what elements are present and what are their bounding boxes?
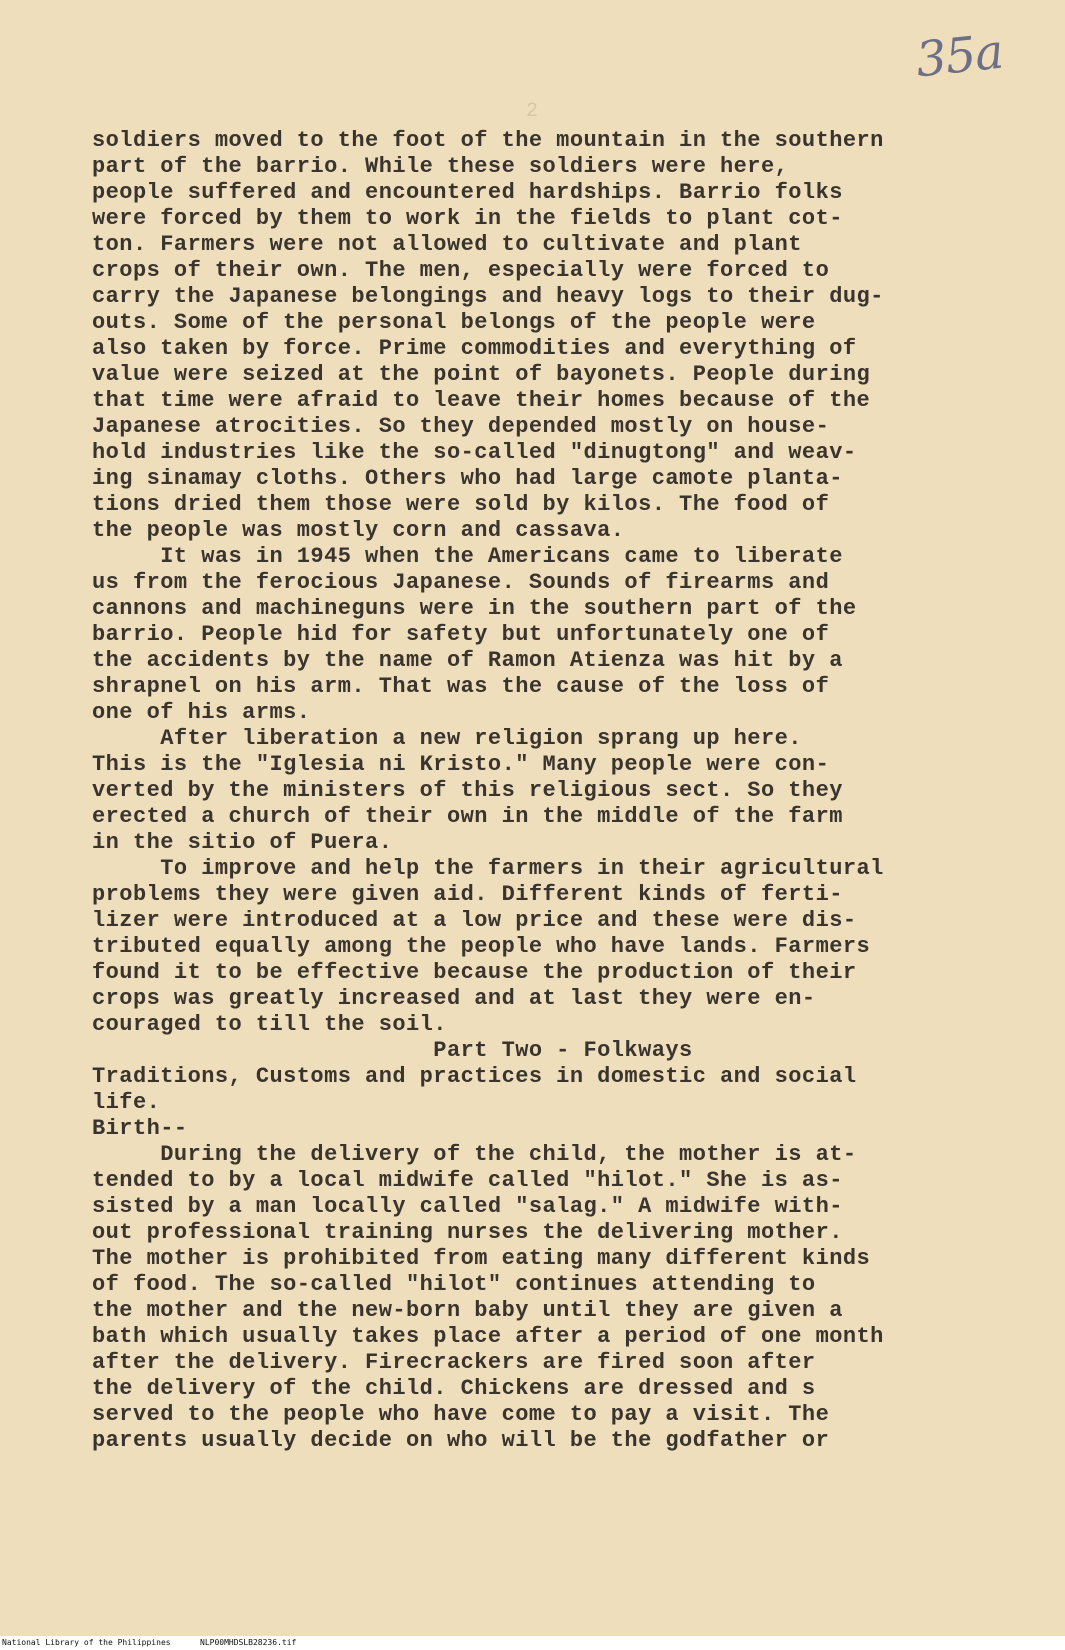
text-line: after the delivery. Firecrackers are fired soon after bbox=[92, 1350, 816, 1375]
text-line: problems they were given aid. Different kinds of ferti- bbox=[92, 882, 843, 907]
page-number: 35a bbox=[913, 23, 1006, 89]
text-line: the accidents by the name of Ramon Atienza was hit by a bbox=[92, 648, 843, 673]
text-line: The mother is prohibited from eating many different kinds bbox=[92, 1246, 871, 1271]
text-line: Japanese atrocities. So they depended mostly on house- bbox=[92, 414, 830, 439]
text-line: During the delivery of the child, the mother is at- bbox=[92, 1142, 857, 1167]
text-line: bath which usually takes place after a period of one month bbox=[92, 1324, 884, 1349]
text-line: cannons and machineguns were in the southern part of the bbox=[92, 596, 857, 621]
typed-body-text bbox=[92, 128, 992, 1454]
text-line: soldiers moved to the foot of the mountain in the southern bbox=[92, 128, 884, 153]
text-line: in the sitio of Puera. bbox=[92, 830, 393, 855]
text-line: the people was mostly corn and cassava. bbox=[92, 518, 625, 543]
text-line: tributed equally among the people who have lands. Farmers bbox=[92, 934, 871, 959]
text-line: found it to be effective because the production of their bbox=[92, 960, 857, 985]
text-line: crops of their own. The men, especially were forced to bbox=[92, 258, 830, 283]
text-line: erected a church of their own in the middle of the farm bbox=[92, 804, 843, 829]
text-line: tended to by a local midwife called "hilot." She is as- bbox=[92, 1168, 843, 1193]
text-line: also taken by force. Prime commodities and everything of bbox=[92, 336, 857, 361]
text-line: one of his arms. bbox=[92, 700, 311, 725]
text-line: To improve and help the farmers in their agricultural bbox=[92, 856, 884, 881]
text-line: part of the barrio. While these soldiers were here, bbox=[92, 154, 789, 179]
text-line: couraged to till the soil. bbox=[92, 1012, 447, 1037]
text-line: ing sinamay cloths. Others who had large camote planta- bbox=[92, 466, 843, 491]
text-line: parents usually decide on who will be the godfather or bbox=[92, 1428, 830, 1453]
scan-footer bbox=[0, 1636, 1065, 1650]
text-line: outs. Some of the personal belongs of the people were bbox=[92, 310, 816, 335]
text-line: Part Two - Folkways bbox=[92, 1038, 693, 1063]
text-line: crops was greatly increased and at last they were en- bbox=[92, 986, 816, 1011]
text-line: barrio. People hid for safety but unfortunately one of bbox=[92, 622, 830, 647]
text-line: served to the people who have come to pay a visit. The bbox=[92, 1402, 830, 1427]
text-line: of food. The so-called "hilot" continues attending to bbox=[92, 1272, 816, 1297]
text-line: hold industries like the so-called "dinugtong" and weav- bbox=[92, 440, 857, 465]
text-line: the mother and the new-born baby until they are given a bbox=[92, 1298, 843, 1323]
text-line: lizer were introduced at a low price and these were dis- bbox=[92, 908, 857, 933]
text-line: life. bbox=[92, 1090, 161, 1115]
text-line: value were seized at the point of bayonets. People during bbox=[92, 362, 871, 387]
text-line: that time were afraid to leave their homes because of the bbox=[92, 388, 871, 413]
text-line: the delivery of the child. Chickens are dressed and s bbox=[92, 1376, 816, 1401]
text-line: us from the ferocious Japanese. Sounds of firearms and bbox=[92, 570, 830, 595]
footer-filename: NLP00MHDSLB28236.tif bbox=[200, 1638, 297, 1647]
faint-page-mark: 2 bbox=[526, 100, 539, 123]
text-line: sisted by a man locally called "salag." A midwife with- bbox=[92, 1194, 843, 1219]
text-line: were forced by them to work in the fields to plant cot- bbox=[92, 206, 843, 231]
text-line: This is the "Iglesia ni Kristo." Many people were con- bbox=[92, 752, 830, 777]
text-line: out professional training nurses the delivering mother. bbox=[92, 1220, 843, 1245]
text-line: ton. Farmers were not allowed to cultivate and plant bbox=[92, 232, 802, 257]
text-line: people suffered and encountered hardships. Barrio folks bbox=[92, 180, 843, 205]
text-line: tions dried them those were sold by kilos. The food of bbox=[92, 492, 830, 517]
text-line: verted by the ministers of this religious sect. So they bbox=[92, 778, 843, 803]
text-line: shrapnel on his arm. That was the cause of the loss of bbox=[92, 674, 830, 699]
text-line: carry the Japanese belongings and heavy logs to their dug- bbox=[92, 284, 884, 309]
text-line: Traditions, Customs and practices in domestic and social bbox=[92, 1064, 857, 1089]
footer-library-name: National Library of the Philippines bbox=[2, 1638, 171, 1647]
text-line: It was in 1945 when the Americans came to liberate bbox=[92, 544, 843, 569]
text-line: Birth-- bbox=[92, 1116, 188, 1141]
text-line: After liberation a new religion sprang up here. bbox=[92, 726, 802, 751]
